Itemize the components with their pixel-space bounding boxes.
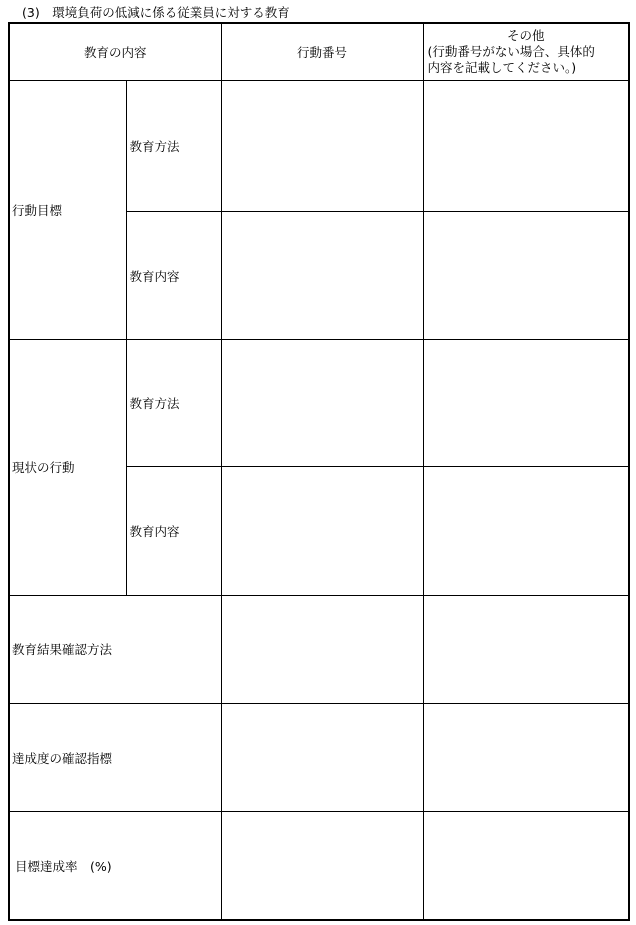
achievement-indicator-action-number-input[interactable] xyxy=(221,703,423,811)
goal-method-action-number-input[interactable] xyxy=(221,80,423,211)
goal-method-label: 教育方法 xyxy=(129,138,180,154)
header-row xyxy=(9,23,629,80)
current-content-label: 教育内容 xyxy=(129,524,180,540)
header-action-number-label: 行動番号 xyxy=(297,44,348,60)
goal-content-action-number-input[interactable] xyxy=(221,211,423,339)
goal-group-label-cell xyxy=(9,80,126,340)
achievement-indicator-label-cell xyxy=(9,703,221,811)
target-rate-label-cell xyxy=(9,812,221,920)
confirmation-method-action-number-input[interactable] xyxy=(221,595,423,703)
current-content-other-input[interactable] xyxy=(423,467,629,595)
confirmation-method-label: 教育結果確認方法 xyxy=(12,642,113,658)
section-title: (3) 環境負荷の低減に係る従業員に対する教育 xyxy=(22,5,290,20)
target-rate-label: 目標達成率 (%) xyxy=(15,858,112,874)
current-method-label-cell xyxy=(126,340,221,467)
confirmation-method-other-input[interactable] xyxy=(423,595,629,703)
goal-method-row xyxy=(9,80,629,211)
header-action-number-cell xyxy=(221,23,423,80)
goal-content-other-input[interactable] xyxy=(423,211,629,339)
target-rate-other-input[interactable] xyxy=(423,812,629,920)
header-content-cell xyxy=(9,23,221,80)
confirmation-method-label-cell xyxy=(9,595,221,703)
target-rate-row xyxy=(9,812,629,920)
current-content-action-number-input[interactable] xyxy=(221,467,423,595)
target-rate-action-number-input[interactable] xyxy=(221,812,423,920)
goal-group-label: 行動目標 xyxy=(12,202,63,218)
achievement-indicator-other-input[interactable] xyxy=(423,703,629,811)
current-group-label-cell xyxy=(9,340,126,596)
current-group-label: 現状の行動 xyxy=(12,460,75,476)
achievement-indicator-row xyxy=(9,703,629,811)
education-form-table xyxy=(8,22,630,921)
achievement-indicator-label: 達成度の確認指標 xyxy=(12,750,113,766)
current-method-row xyxy=(9,340,629,467)
current-method-label: 教育方法 xyxy=(129,396,180,412)
header-other-line2: (行動番号がない場合、具体的 xyxy=(427,43,595,59)
goal-content-label-cell xyxy=(126,211,221,339)
current-content-label-cell xyxy=(126,467,221,595)
header-other-line1: その他 xyxy=(507,27,545,43)
goal-method-label-cell xyxy=(126,80,221,211)
goal-content-label: 教育内容 xyxy=(129,268,180,284)
current-method-action-number-input[interactable] xyxy=(221,340,423,467)
header-other-line3: 内容を記載してください。) xyxy=(427,59,577,75)
header-other-cell xyxy=(423,23,629,80)
current-method-other-input[interactable] xyxy=(423,340,629,467)
header-content-label: 教育の内容 xyxy=(84,44,147,60)
confirmation-method-row xyxy=(9,595,629,703)
goal-method-other-input[interactable] xyxy=(423,80,629,211)
